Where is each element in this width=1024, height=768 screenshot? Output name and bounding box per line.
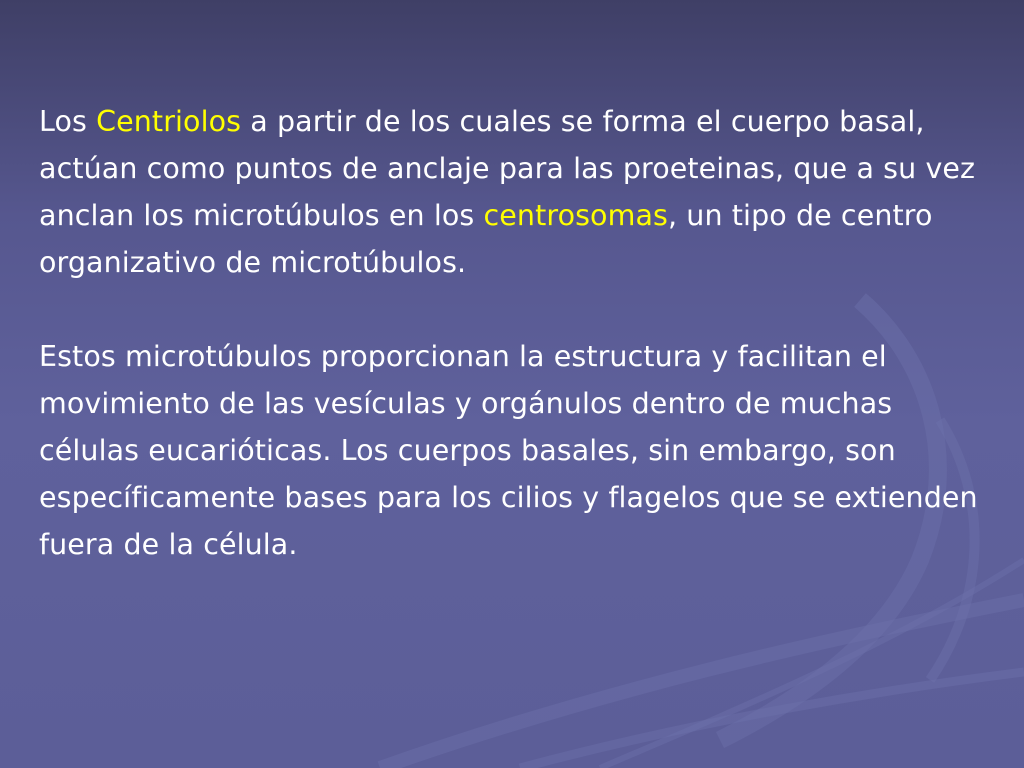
slide-body-text (39, 98, 999, 568)
paragraph-centriolos (39, 98, 999, 286)
highlight-centriolos: Centriolos (96, 105, 242, 138)
paragraph-microtubulos: Estos microtúbulos proporcionan la estructura y facilitan el movimiento de las vesículas y orgánulos dentro de muchas células eucarióticas. Los cuerpos basales, sin embargo, son específicamente bases para los cilios y flagelos que se extienden fuera de la célula. (39, 340, 978, 561)
paragraph-spacer (39, 286, 999, 333)
paragraph1-part3: , un tipo de centro organizativo de microtúbulos. (39, 199, 933, 279)
paragraph1-part2: a partir de los cuales se forma el cuerpo basal, actúan como puntos de anclaje para las proeteinas, que a su vez anclan los microtúbulos en los (39, 105, 976, 232)
paragraph1-part1: Los (39, 105, 97, 138)
highlight-centrosomas: centrosomas (483, 199, 668, 232)
